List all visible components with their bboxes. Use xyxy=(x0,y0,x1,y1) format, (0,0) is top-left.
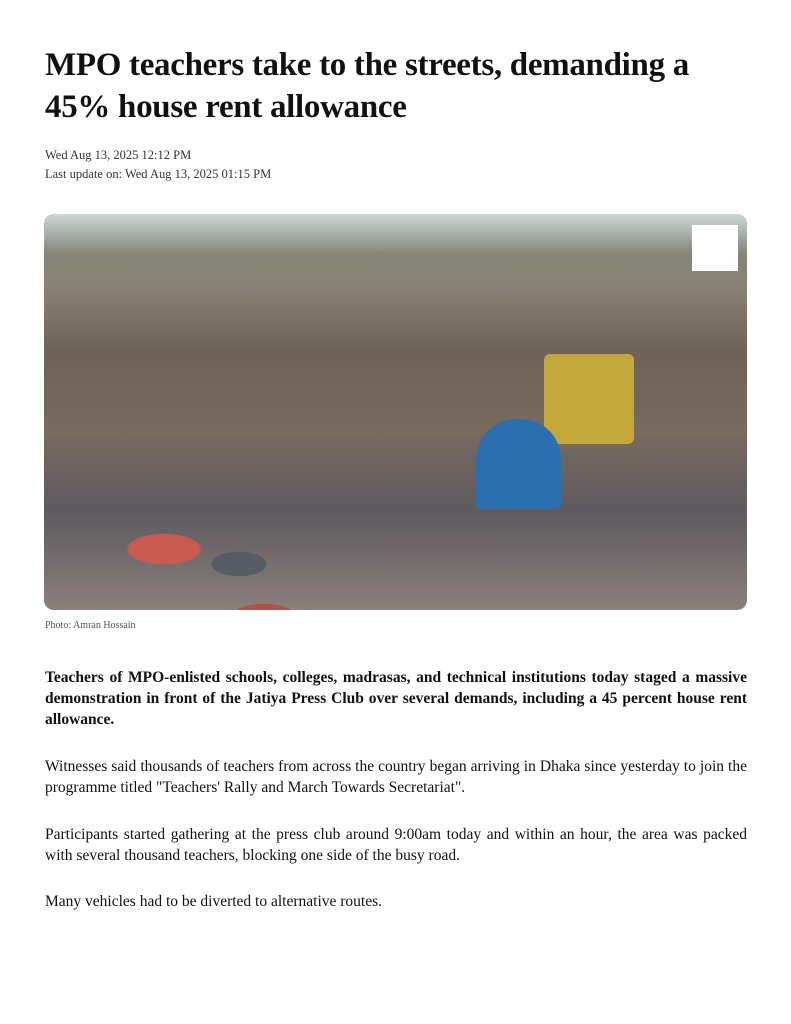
updated-date: Last update on: Wed Aug 13, 2025 01:15 PM xyxy=(45,167,272,181)
lead-paragraph: Teachers of MPO-enlisted schools, colleges, madrasas, and technical institutions today staged a massive demonstration in front of the Jatiya Press Club over several demands, including a 45 percent house rent allowance. xyxy=(45,669,747,728)
body-paragraph: Participants started gathering at the press club around 9:00am today and within an hour, the area was packed with several thousand teachers, blocking one side of the busy road. xyxy=(45,826,747,864)
article-photo xyxy=(44,214,747,610)
article-title: MPO teachers take to the streets, demanding a 45% house rent allowance xyxy=(45,47,689,125)
photo-overlay-box xyxy=(692,225,738,271)
published-date: Wed Aug 13, 2025 12:12 PM xyxy=(45,148,192,162)
body-paragraph: Witnesses said thousands of teachers from across the country began arriving in Dhaka since yesterday to join the programme titled "Teachers' Rally and March Towards Secretariat". xyxy=(45,758,747,796)
photo-rickshaw-blue xyxy=(476,419,561,509)
body-paragraph: Many vehicles had to be diverted to alternative routes. xyxy=(45,893,383,910)
photo-credit: Photo: Amran Hossain xyxy=(45,620,136,631)
photo-sky xyxy=(44,214,747,254)
photo-rickshaw xyxy=(544,354,634,444)
